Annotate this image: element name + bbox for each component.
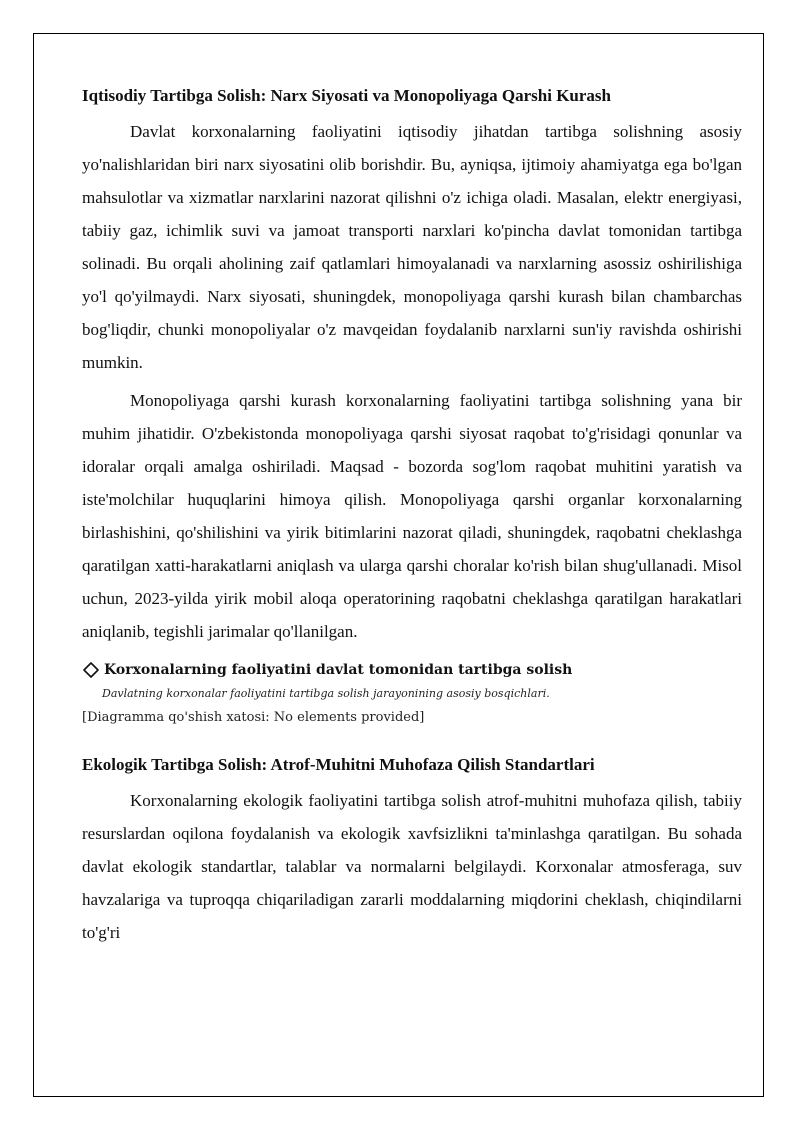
section-economic-regulation <box>82 85 742 648</box>
diagram-title-text: Korxonalarning faoliyatini davlat tomonidan tartibga solish <box>104 662 573 678</box>
section-heading: Iqtisodiy Tartibga Solish: Narx Siyosati va Monopoliyaga Qarshi Kurash <box>82 86 611 105</box>
diagram-title <box>82 660 742 680</box>
diagram-caption: Davlatning korxonalar faoliyatini tartibga solish jarayonining asosiy bosqichlari. <box>102 687 550 700</box>
diamond-icon <box>82 661 100 679</box>
body-paragraph: Monopoliyaga qarshi kurash korxonalarning faoliyatini tartibga solishning yana bir muhim jihatidir. O'zbekistonda monopoliyaga qarshi siyosat raqobat to'g'risidagi qonunlar va idoralar orqali amalga oshiriladi. Maqsad - bozorda sog'lom raqobat muhitini yaratish va iste'molchilar huquqlarini himoya qilish. Monopoliyaga qarshi organlar korxonalarning birlashishini, qo'shilishini va yirik bitimlarini nazorat qiladi, shuningdek, raqobatni cheklashga qaratilgan xatti-harakatlarni aniqlash va ularga qarshi choralar ko'rish bilan shug'ullanadi. Misol uchun, 2023-yilda yirik mobil aloqa operatorining raqobatni cheklashga qaratilgan harakatlari aniqlanib, tegishli jarimalar qo'llanilgan. <box>82 391 742 641</box>
section-ecological-regulation <box>82 754 742 949</box>
section-heading: Ekologik Tartibga Solish: Atrof-Muhitni Muhofaza Qilish Standartlari <box>82 755 595 774</box>
diagram-error-message: [Diagramma qo'shish xatosi: No elements provided] <box>82 710 425 725</box>
diagram-block <box>82 660 742 728</box>
body-paragraph: Korxonalarning ekologik faoliyatini tartibga solish atrof-muhitni muhofaza qilish, tabiiy resurslardan oqilona foydalanish va ekologik xavfsizlikni ta'minlashga qaratilgan. Bu sohada davlat ekologik standartlar, talablar va normalarni belgilaydi. Korxonalar atmosferaga, suv havzalariga va tuproqqa chiqariladigan zararli moddalarning miqdorini cheklash, chiqindilarni to'g'ri <box>82 791 742 942</box>
body-paragraph: Davlat korxonalarning faoliyatini iqtisodiy jihatdan tartibga solishning asosiy yo'nalishlaridan biri narx siyosatini olib borishdir. Bu, ayniqsa, ijtimoiy ahamiyatga ega bo'lgan mahsulotlar va xizmatlar narxlarini nazorat qilishni o'z ichiga oladi. Masalan, elektr energiyasi, tabiiy gaz, ichimlik suvi va jamoat transporti narxlari ko'pincha davlat tomonidan tartibga solinadi. Bu orqali aholining zaif qatlamlari himoyalanadi va narxlarning asossiz oshirilishiga yo'l qo'yilmaydi. Narx siyosati, shuningdek, monopoliyaga qarshi kurash bilan chambarchas bog'liqdir, chunki monopoliyalar o'z mavqeidan foydalanib narxlarni sun'iy ravishda oshirishi mumkin. <box>82 122 742 372</box>
document-content <box>82 85 742 954</box>
